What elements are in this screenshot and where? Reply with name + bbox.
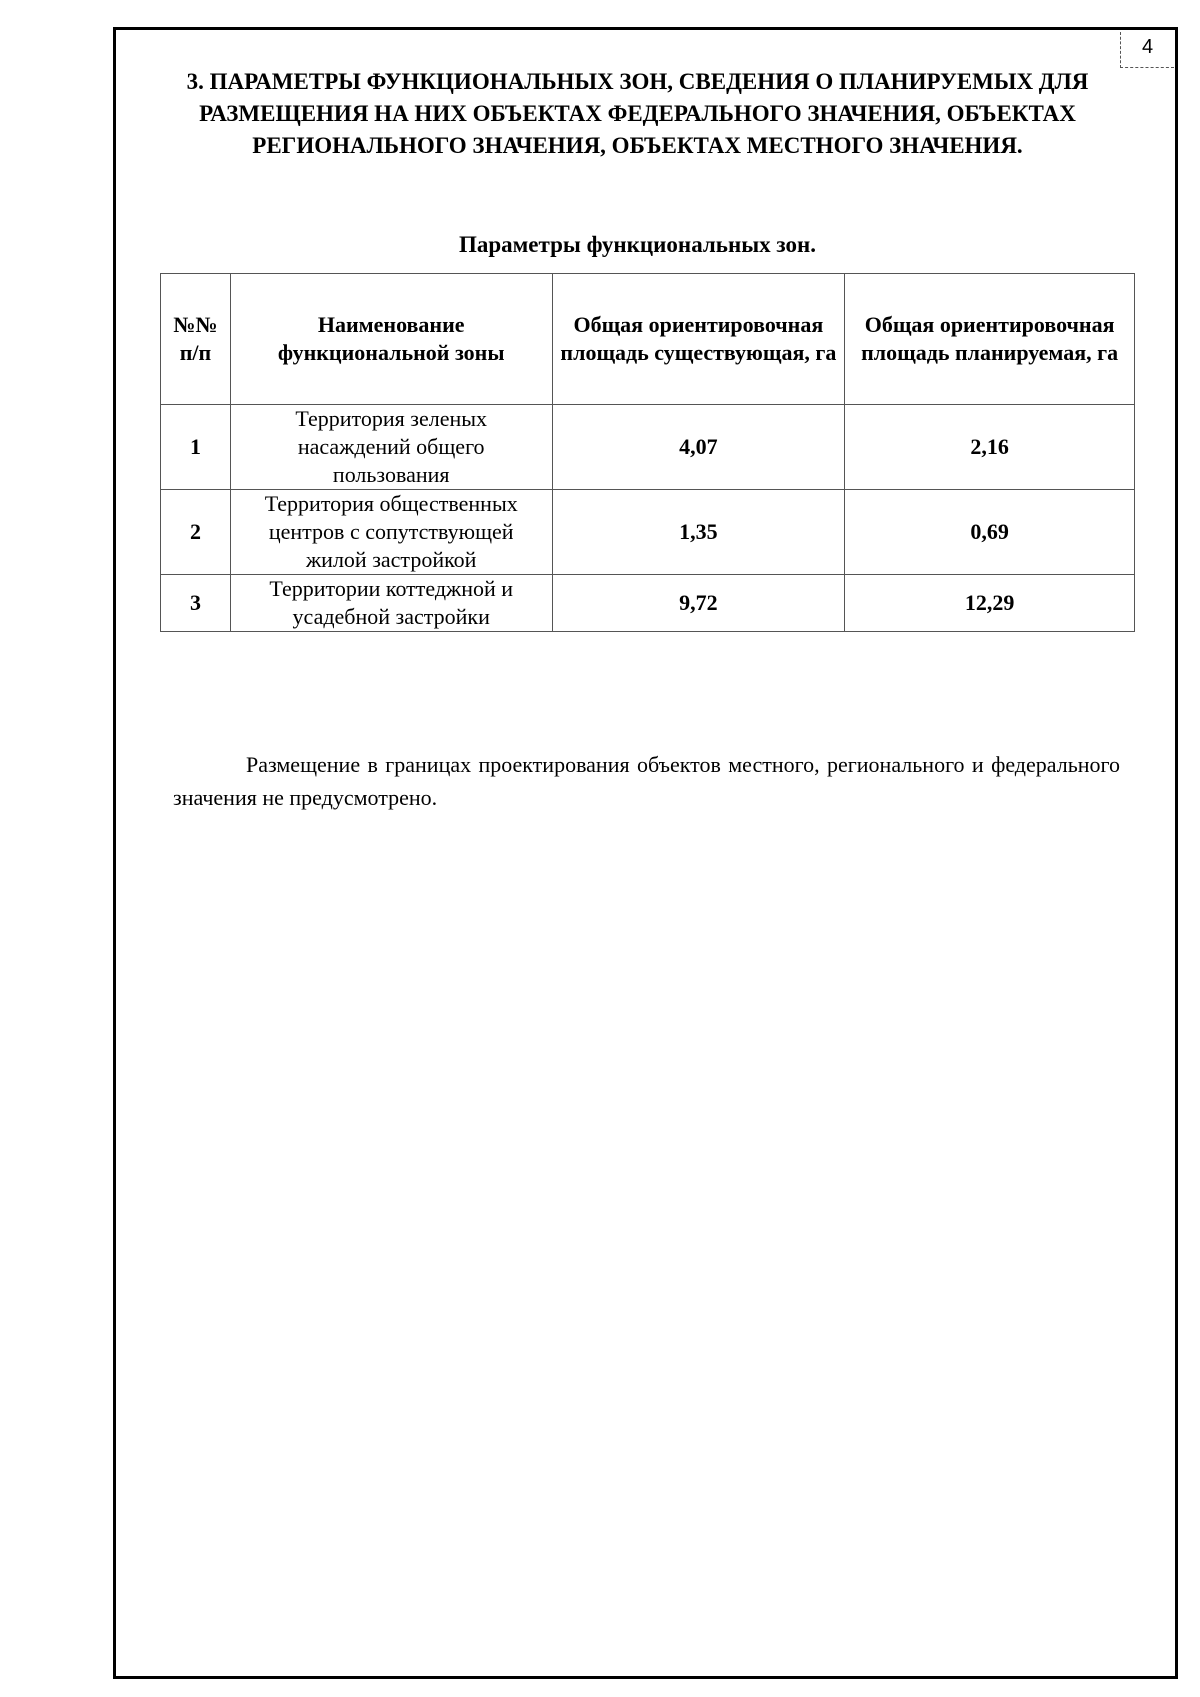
row-number: 1 (161, 405, 231, 490)
section-heading: 3. ПАРАМЕТРЫ ФУНКЦИОНАЛЬНЫХ ЗОН, СВЕДЕНИЯ О ПЛАНИРУЕМЫХ ДЛЯ РАЗМЕЩЕНИЯ НА НИХ ОБЪЕКТАХ ФЕДЕРАЛЬНОГО ЗНАЧЕНИЯ, ОБЪЕКТАХ РЕГИОНАЛЬНОГО ЗНАЧЕНИЯ, ОБЪЕКТАХ МЕСТНОГО ЗНАЧЕНИЯ. (186, 69, 1089, 158)
page-number: 4 (1120, 32, 1174, 68)
area-existing: 9,72 (552, 575, 845, 632)
area-existing: 4,07 (552, 405, 845, 490)
note-paragraph: Размещение в границах проектирования объектов местного, регионального и федерального значения не предусмотрено. (173, 752, 1120, 810)
header-area-planned: Общая ориентировочная площадь планируемая, га (845, 274, 1135, 405)
area-planned: 2,16 (845, 405, 1135, 490)
row-number: 3 (161, 575, 231, 632)
table-row (161, 575, 1135, 632)
table-row (161, 405, 1135, 490)
header-area-existing: Общая ориентировочная площадь существующая, га (552, 274, 845, 405)
header-zone-name: Наименование функциональной зоны (230, 274, 552, 405)
area-existing: 1,35 (552, 490, 845, 575)
zone-name: Территория зеленых насаждений общего пользования (230, 405, 552, 490)
table-row (161, 490, 1135, 575)
row-number: 2 (161, 490, 231, 575)
zone-name: Территория общественных центров с сопутствующей жилой застройкой (230, 490, 552, 575)
table-caption: Параметры функциональных зон. (458, 232, 817, 257)
area-planned: 12,29 (845, 575, 1135, 632)
area-planned: 0,69 (845, 490, 1135, 575)
zones-table (160, 273, 1135, 632)
table-header-row (161, 274, 1135, 405)
header-number: №№ п/п (161, 274, 231, 405)
zone-name: Территории коттеджной и усадебной застройки (230, 575, 552, 632)
